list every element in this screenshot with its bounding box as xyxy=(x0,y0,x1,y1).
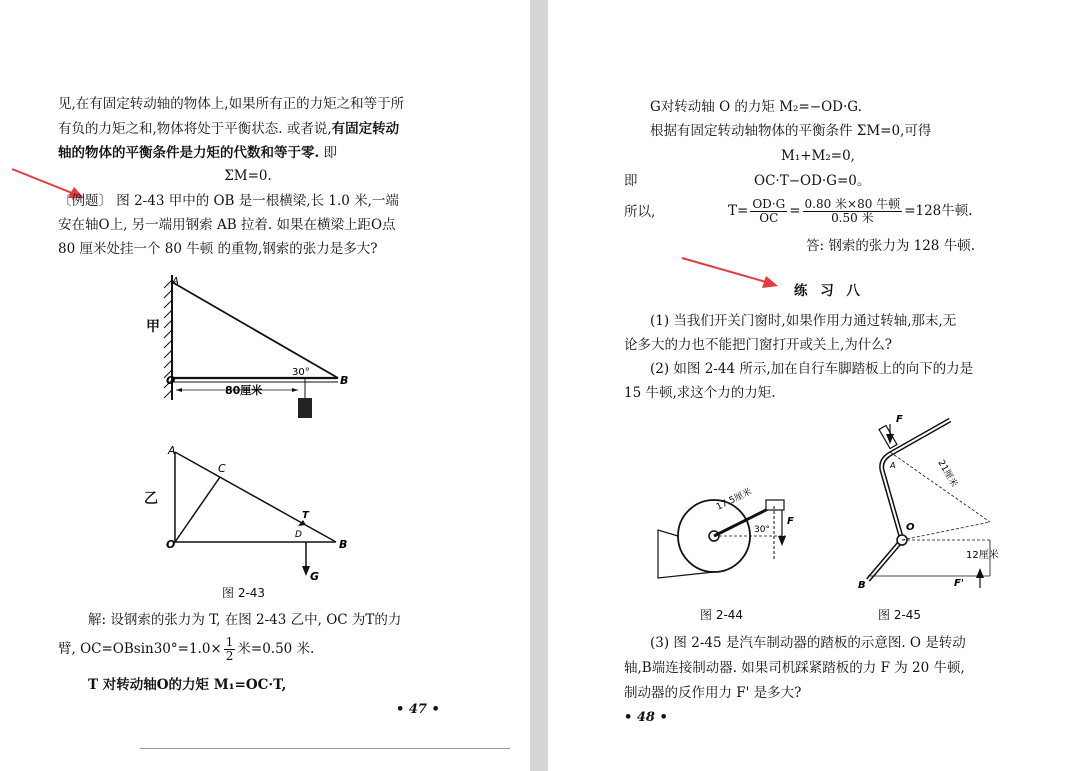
solution-line: T 对转动轴O的力矩 M₁=OC·T, xyxy=(88,677,287,693)
text-line: 见,在有固定转动轴的物体上,如果所有正的力矩之和等于所 xyxy=(58,96,405,112)
label-A: A xyxy=(890,461,896,470)
question-line: 论多大的力也不能把门窗打开或关上,为什么? xyxy=(624,337,893,353)
equation: ΣM=0. xyxy=(224,168,272,184)
label-B: B xyxy=(340,374,349,387)
page-number: • 47 • xyxy=(396,702,440,717)
text-line: 轴的物体的平衡条件是力矩的代数和等于零. 即 xyxy=(58,145,337,161)
label-suoyi: 所以, xyxy=(624,204,656,220)
question-line: (1) 当我们开关门窗时,如果作用力通过转轴,那末,无 xyxy=(650,313,957,329)
fraction: $\frac{OD\cdot G}{OC}$ xyxy=(752,197,786,225)
text-line: G对转动轴 O 的力矩 M₂=−OD·G. xyxy=(650,99,862,115)
equation: OC·T−OD·G=0。 xyxy=(754,173,871,189)
label-ji: 即 xyxy=(624,173,638,189)
question-line: (2) 如图 2-44 所示,加在自行车脚踏板上的向下的力是 xyxy=(650,361,974,377)
exercise-title: 练 习 八 xyxy=(794,283,864,299)
angle-label: 30° xyxy=(754,525,770,535)
example-line: 〔例题〕 图 2-43 甲中的 OB 是一根横梁,长 1.0 米,一端 xyxy=(58,193,399,209)
solution-line: 臂, OC=OBsin30°=1.0× $\frac{1}{2}$ 米=0.50 米. xyxy=(58,635,315,663)
label-F-prime: F' xyxy=(954,578,964,589)
page-edge-line xyxy=(140,748,510,749)
fraction: $\frac{\text{0.80 米×80 牛顿}}{\text{0.50 米}}$ xyxy=(804,197,901,225)
figure-2-43-b xyxy=(140,440,380,585)
solution-line: 解: 设钢索的张力为 T, 在图 2-43 乙中, OC 为T的力 xyxy=(88,612,402,628)
figure-2-44 xyxy=(656,470,806,590)
label-G: G xyxy=(310,570,320,583)
page-number: • 48 • xyxy=(624,710,668,725)
label-A: A xyxy=(168,444,176,457)
figure-caption: 图 2-43 xyxy=(222,586,266,600)
figure-caption: 图 2-44 xyxy=(700,608,744,622)
red-arrow-annotation xyxy=(680,254,790,294)
dimension-label: 17.5厘米 xyxy=(714,487,754,513)
figure-caption: 图 2-45 xyxy=(878,608,922,622)
example-line: 80 厘米处挂一个 80 牛顿 的重物,钢索的张力是多大? xyxy=(58,241,378,257)
figure-2-45 xyxy=(830,412,1030,592)
label-B: B xyxy=(858,580,866,591)
dimension-label: 21厘米 xyxy=(935,458,959,490)
bold-rule: 轴的物体的平衡条件是力矩的代数和等于零. xyxy=(58,145,320,161)
label-F: F xyxy=(896,414,903,425)
label-O: O xyxy=(166,538,176,551)
page-48 xyxy=(548,0,1080,771)
label-C: C xyxy=(218,462,226,475)
answer: 答: 钢索的张力为 128 牛顿. xyxy=(806,238,975,254)
figure-2-43-a xyxy=(140,270,380,430)
equation-T: T= $\frac{OD\cdot G}{OC}$ = $\frac{\text{0.80 米×80 牛顿}}{\text{0.50 米}}$ =128牛顿. xyxy=(728,197,973,225)
label-F: F xyxy=(787,516,794,527)
question-line: 制动器的反作用力 F' 是多大? xyxy=(624,685,802,701)
question-line: 15 牛顿,求这个力的力矩. xyxy=(624,385,776,401)
question-line: (3) 图 2-45 是汽车制动器的踏板的示意图. O 是转动 xyxy=(650,635,966,651)
question-line: 轴,B端连接制动器. 如果司机踩紧踏板的力 F 为 20 牛顿, xyxy=(624,660,965,676)
label-O: O xyxy=(166,374,176,387)
label-D: D xyxy=(295,530,302,540)
angle-label: 30° xyxy=(292,367,310,378)
label-T: T xyxy=(302,510,309,521)
bold-rule: 有固定转动 xyxy=(331,121,400,137)
text-line: 根据有固定转动轴物体的平衡条件 ΣM=0,可得 xyxy=(650,123,932,139)
dimension-label: 80厘米 xyxy=(225,384,263,397)
label-O: O xyxy=(906,522,915,533)
figure-label-jia: 甲 xyxy=(146,319,160,335)
page-47 xyxy=(0,0,530,771)
text-line: 有负的力矩之和,物体将处于平衡状态. 或者说,有固定转动 xyxy=(58,121,400,137)
label-B: B xyxy=(339,538,348,551)
figure-label-yi: 乙 xyxy=(144,491,158,507)
fraction: $\frac{1}{2}$ xyxy=(225,635,234,663)
book-gutter xyxy=(530,0,548,771)
equation: M₁+M₂=0, xyxy=(781,148,855,164)
label-A: A xyxy=(172,276,179,287)
example-line: 安在轴O上, 另一端用钢索 AB 拉着. 如果在横梁上距O点 xyxy=(58,217,396,233)
dimension-label: 12厘米 xyxy=(966,550,999,561)
